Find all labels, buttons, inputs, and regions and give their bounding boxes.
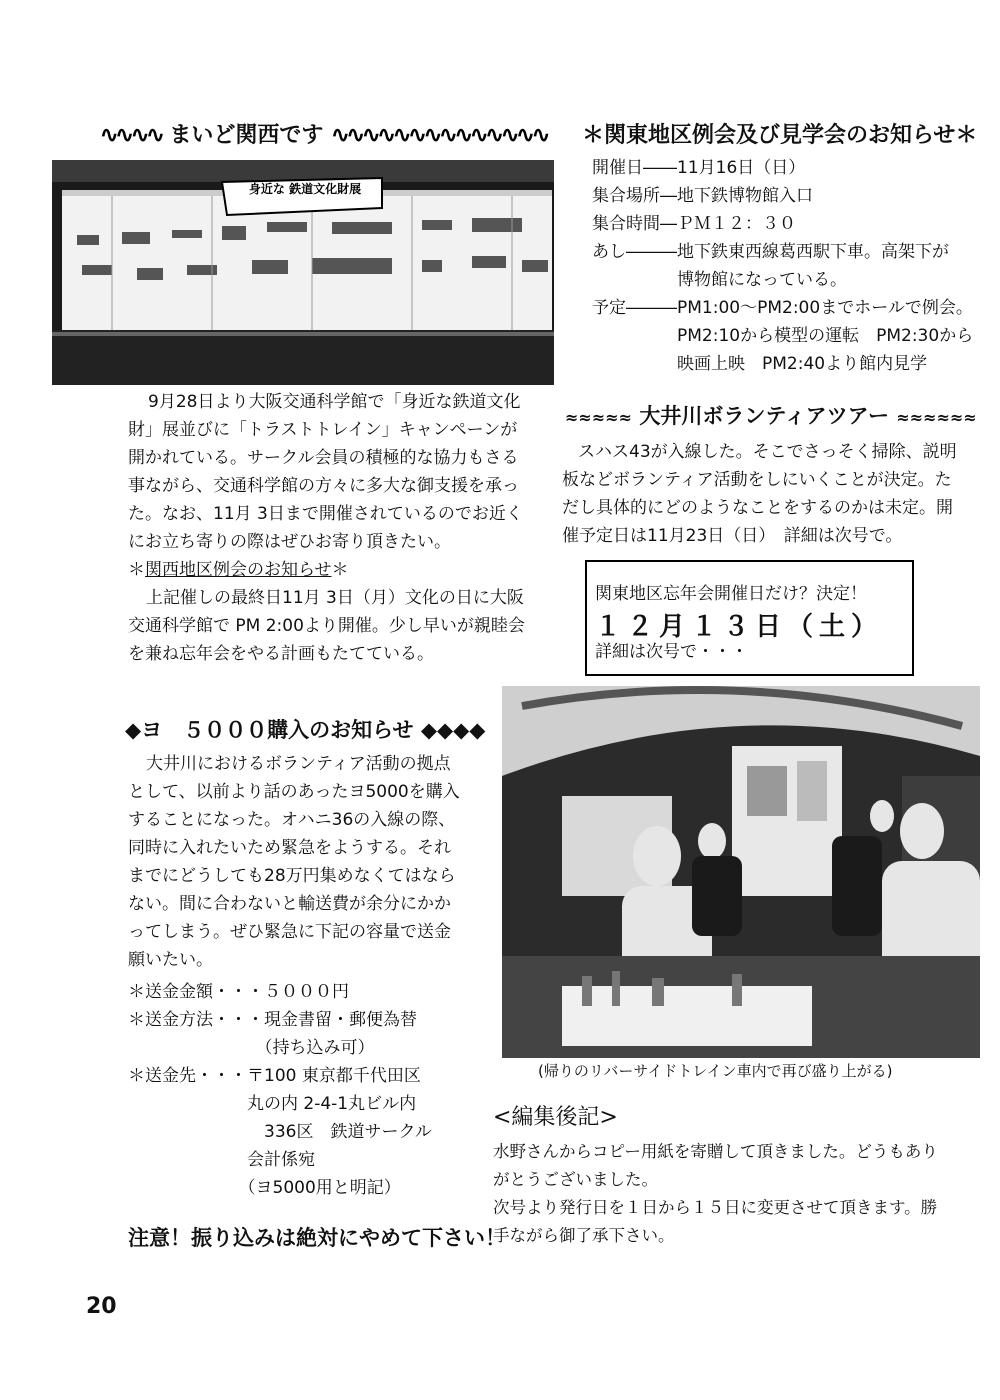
text-line: 板などボランティア活動をしにいくことが決定。た (562, 470, 952, 490)
text-line: 集合場所―地下鉄博物館入口 (592, 186, 813, 206)
text-line: を兼ね忘年会をやる計画もたてている。 (128, 644, 434, 664)
kansai-title-row (100, 118, 547, 149)
yo5000-details (128, 978, 488, 1202)
text-line: がとうございました。 (493, 1170, 658, 1189)
text-line: 博物館になっている。 (592, 270, 847, 290)
detail-line: ＊送金方法・・・現金書留・郵便為替 (128, 1010, 417, 1030)
detail-line: （持ち込み可） (128, 1038, 375, 1058)
text-line: として、以前より話のあったヨ5000を購入 (128, 782, 460, 802)
text-line: 開催日――11月16日（日） (592, 158, 806, 178)
text-line: 上記催しの最終日11月 3日（月）文化の日に大阪 (146, 588, 524, 608)
text-line: 手ながら御了承下さい。 (493, 1226, 675, 1245)
transfer-warning: 注意！振り込みは絶対にやめて下さい！ (128, 1225, 506, 1250)
kansai-title: まいど関西です (169, 122, 324, 148)
page-number: 20 (86, 1294, 117, 1319)
bonenkai-line: 関東地区忘年会開催日だけ？決定！ (595, 584, 867, 604)
text-line: 事ながら、交通科学館の方々に多大な御支援を承っ (128, 476, 519, 496)
asterisk: ＊ (331, 560, 349, 580)
text-line: あし―――地下鉄東西線葛西駅下車。高架下が (592, 242, 949, 262)
text-line: 次号より発行日を１日から１５日に変更させて頂きます。勝 (493, 1198, 938, 1217)
asterisk: ＊ (128, 560, 145, 580)
text-line: PM2:10から模型の運転 PM2:30から (592, 326, 974, 346)
kanto-title: ＊関東地区例会及び見学会のお知らせ＊ (582, 122, 978, 148)
bonenkai-line: 詳細は次号で・・・ (595, 642, 748, 662)
text-line: スハス43が入線した。そこでさっそく掃除、説明 (578, 442, 957, 462)
kansai-meeting-heading (128, 556, 548, 584)
detail-line: 336区 鉄道サークル (128, 1122, 432, 1142)
text-line: 同時に入れたいため緊急をようする。それ (128, 838, 451, 858)
text-line: ない。間に合わないと輸送費が余分にかか (128, 894, 451, 914)
wavy-decoration: ≈≈≈≈≈≈ (896, 408, 977, 427)
text-line: 催予定日は11月23日（日） 詳細は次号で。 (562, 526, 903, 546)
oigawa-title-row (565, 400, 977, 430)
editor-note-title: <編集後記> (493, 1105, 618, 1130)
yo5000-body (128, 750, 478, 974)
text-line: た。なお、11月 3日まで開催されているのでお近く (128, 504, 523, 524)
oigawa-title: 大井川ボランティアツアー (639, 403, 890, 428)
detail-line: （ヨ5000用と明記） (128, 1178, 401, 1198)
text-line: までにどうしても28万円集めなくてはなら (128, 866, 456, 886)
bonenkai-date: １２月１３日（土） (595, 612, 884, 642)
text-line: 開かれている。サークル会員の積極的な協力もさる (128, 448, 519, 468)
detail-line: 会計係宛 (128, 1150, 315, 1170)
editor-note-body (493, 1138, 973, 1250)
text-line: 願いたい。 (128, 950, 213, 970)
train-interior-photo (502, 686, 980, 1058)
train-interior-image (502, 686, 980, 1058)
photo-caption: (帰りのリバーサイドトレイン車内で再び盛り上がる) (538, 1062, 893, 1080)
text-line: だし具体的にどのようなことをするのかは未定。開 (562, 498, 953, 518)
detail-line: 丸の内 2-4-1丸ビル内 (128, 1094, 417, 1114)
kansai-body (128, 388, 548, 668)
text-line: ってしまう。ぜひ緊急に下記の容量で送金 (128, 922, 451, 942)
exhibition-banner: 身近な 鉄道文化財展 (248, 182, 362, 196)
wavy-decoration: ≈≈≈≈≈ (565, 408, 633, 427)
bonenkai-box (585, 560, 914, 676)
text-line: 大井川におけるボランティア活動の拠点 (146, 754, 451, 774)
detail-line: ＊送金先・・・〒100 東京都千代田区 (128, 1066, 421, 1086)
text-line: 予定―――PM1:00～PM2:00までホールで例会。 (592, 298, 973, 318)
exhibition-photo (52, 160, 554, 385)
wavy-decoration: ∿∿∿∿∿∿∿∿∿∿∿∿∿∿ (331, 122, 548, 148)
text-line: することになった。オハニ36の入線の際、 (128, 810, 456, 830)
text-line: 集合時間―ＰＭ１２：３０ (592, 214, 796, 234)
text-line: にお立ち寄りの際はぜひお寄り頂きたい。 (128, 532, 451, 552)
yo5000-title: ◆ヨ ５０００購入のお知らせ ◆◆◆◆ (125, 717, 486, 742)
wavy-decoration: ∿∿∿∿ (100, 122, 162, 148)
text-line: 水野さんからコピー用紙を寄贈して頂きました。どうもあり (493, 1142, 938, 1161)
text-line: 映画上映 PM2:40より館内見学 (592, 354, 928, 374)
detail-line: ＊送金金額・・・５０００円 (128, 982, 349, 1002)
text-line: 9月28日より大阪交通科学館で「身近な鉄道文化 (148, 392, 521, 412)
text-line: 交通科学館で PM 2:00より開催。少し早いが親睦会 (128, 616, 525, 636)
kanto-details (592, 154, 972, 378)
oigawa-body (562, 438, 972, 550)
text-line: 財」展並びに「トラストトレイン」キャンペーンが (128, 420, 518, 440)
kansai-meeting-title: 関西地区例会のお知らせ (145, 560, 332, 580)
